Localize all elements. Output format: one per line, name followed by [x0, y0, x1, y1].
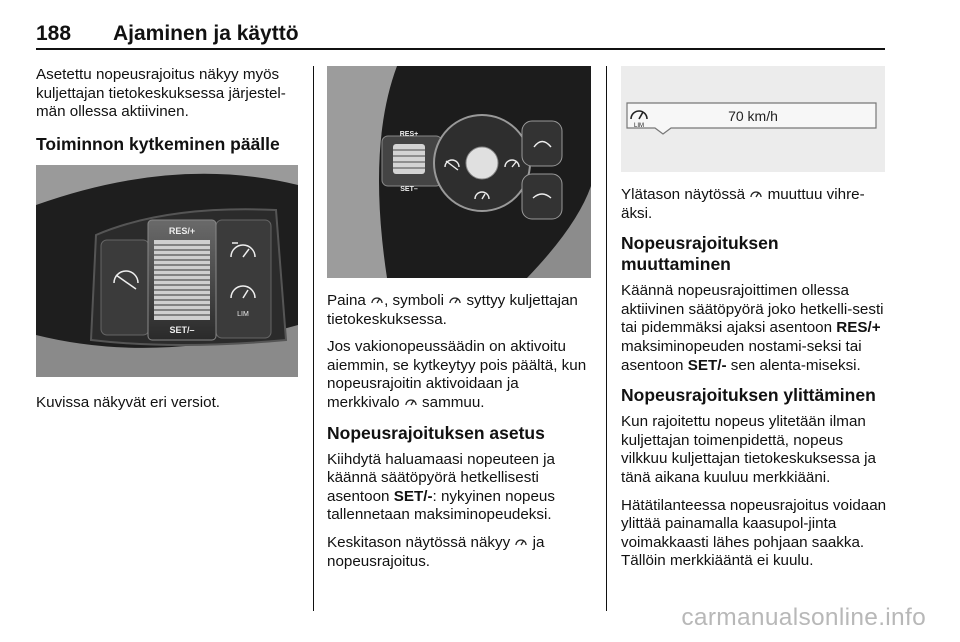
speed-limiter-icon [370, 294, 384, 306]
page-number: 188 [36, 22, 72, 45]
lim-label: LIM [237, 310, 249, 318]
speed-limiter-icon [514, 536, 528, 548]
instrument-display-image [621, 66, 885, 172]
column-2 [327, 66, 595, 580]
speed-readout: 70 km/h [728, 108, 778, 124]
section-heading-exceeding: Nopeusrajoituksen ylittäminen [621, 385, 876, 406]
watermark: carmanualsonline.info [681, 604, 926, 631]
paragraph-press-button: Paina , symboli syttyy kuljettajan tietokeskuksessa. [327, 292, 578, 328]
column-3 [621, 66, 889, 580]
page-title: Ajaminen ja käyttö [113, 22, 299, 45]
paragraph-cruise-deactivation: Jos vakionopeussäädin on aktivoitu aiemmin, se kytkeytyy pois päältä, kun nopeusrajoitin aktivoidaan ja merkkivalo sammuu. [327, 338, 587, 411]
paragraph-change-speed: Käännä nopeusrajoittimen ollessa aktiivinen säätöpyörä joko hetkelli-sesti tai pidemmäksi ajaksi asentoon RES/+ maksiminopeuden nostami-seksi tai asentoon SET/- sen alenta-miseksi. [621, 282, 884, 374]
steering-wheel-left-controls-image [36, 165, 298, 377]
section-heading-setting: Nopeusrajoituksen asetus [327, 422, 545, 443]
intro-paragraph: Asetettu nopeusrajoitus näkyy myös kuljettajan tietokeskuksessa järjestel-män ollessa aktiivinen. [36, 66, 286, 121]
lim-label: LIM [633, 123, 645, 129]
section-heading-activation: Toiminnon kytkeminen päälle [36, 133, 280, 154]
figure-caption: Kuvissa näkyvät eri versiot. [36, 393, 221, 411]
paragraph-emergency-override: Hätätilanteessa nopeusrajoitus voidaan ylittää painamalla kaasupol-jinta voimakkaasti lähes pohjaan saakka. Tällöin merkkiääntä ei kuulu. [621, 496, 887, 570]
section-heading-changing: Nopeusrajoituksen muuttaminen [621, 233, 779, 275]
res-plus-label: RES+ [399, 131, 419, 138]
paragraph-exceed-warning: Kun rajoitettu nopeus ylitetään ilman kuljettajan toimenpidettä, nopeus vilkkuu kuljettajan tietokeskuksessa ja tänä aikana kuuluu merkkiääni. [621, 413, 876, 486]
speed-limiter-icon [448, 294, 462, 306]
paragraph-upper-display: Ylätason näytössä muuttuu vihre-äksi. [621, 186, 865, 222]
column-divider-2 [606, 66, 607, 611]
column-1 [36, 66, 302, 421]
paragraph-set-speed: Kiihdytä haluamaasi nopeuteen ja käännä säätöpyörä hetkellisesti asentoon SET/-: nykyinen nopeus tallennetaan maksiminopeudeksi. [327, 450, 555, 524]
column-divider-1 [313, 66, 314, 611]
header-rule [36, 48, 885, 50]
set-minus-label: SET– [400, 186, 418, 193]
paragraph-midlevel-display: Keskitason näytössä näkyy ja nopeusrajoitus. [327, 533, 545, 570]
steering-wheel-controls-image [327, 66, 591, 278]
res-plus-label: RES/+ [168, 225, 196, 236]
cruise-control-icon [404, 396, 418, 408]
speed-limiter-icon [749, 188, 763, 200]
set-minus-label: SET/– [169, 324, 195, 335]
